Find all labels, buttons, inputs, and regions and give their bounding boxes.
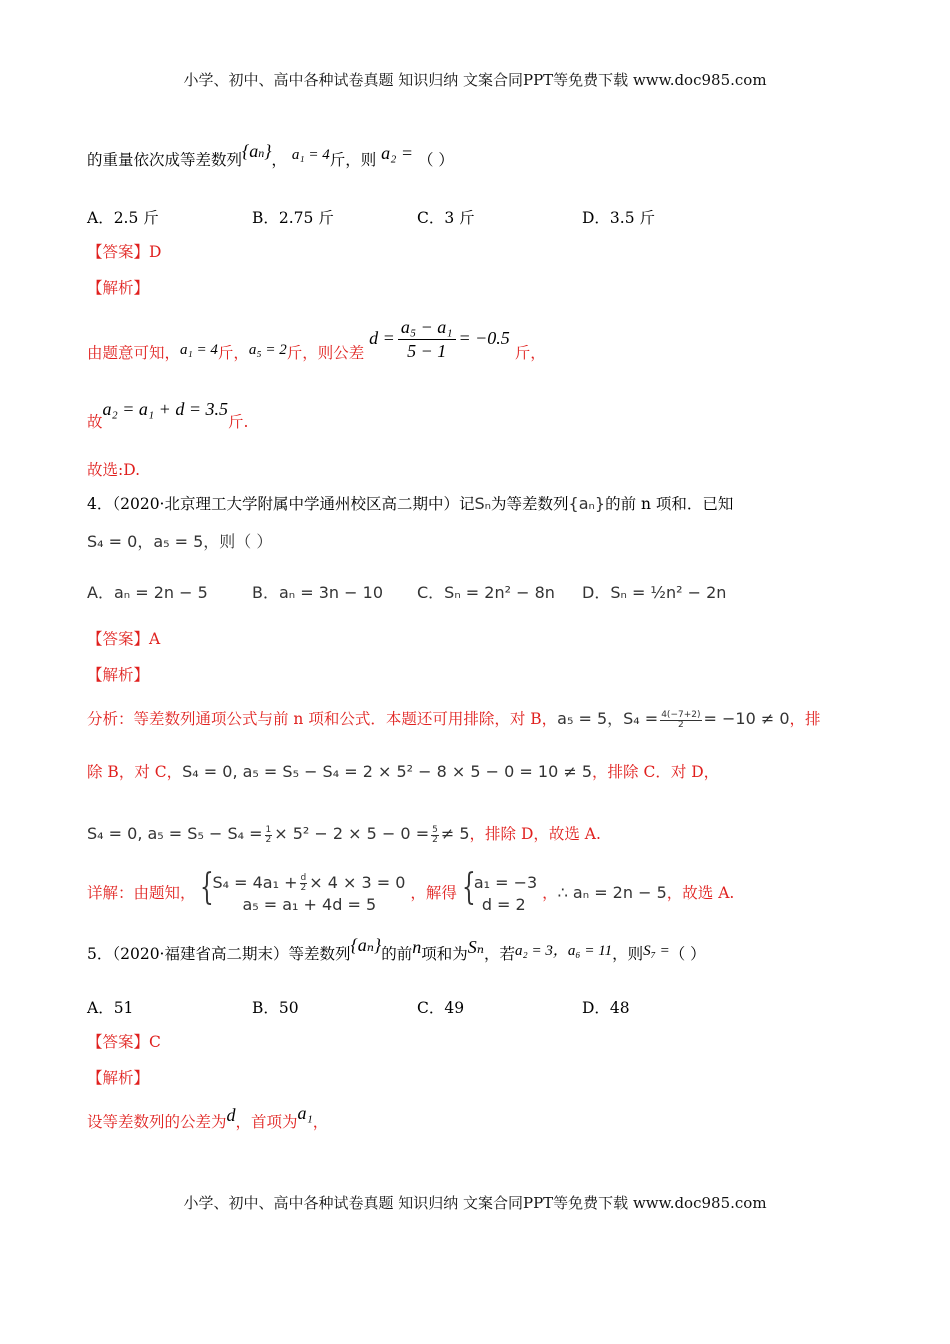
q4-option-a: A．aₙ = 2n − 5 [87, 583, 208, 602]
q4-condition: S₄ = 0，a₅ = 5，则（ ） [87, 532, 273, 551]
q3-solution-line1: 由题意可知，a₁ = 4斤，a₅ = 2斤，则公差 d = $\frac{\text{a₅ − a₁}}{5 - 1}$ = −0.5 斤， [87, 317, 546, 362]
q3-solution-line2: 故a₂ = a₁ + d = 3.5斤. [87, 399, 249, 431]
q4-analysis-line3: S₄ = 0, a₅ = S₅ − S₄ = $\frac{1}{2}$ × 5² − 2 × 5 − 0 = $\frac{5}{2}$ ≠ 5，排除 D，故选 A. [87, 824, 601, 845]
q4-analysis-line2: 除 B，对 C，S₄ = 0, a₅ = S₅ − S₄ = 2 × 5² − 8 × 5 − 0 = 10 ≠ 5，排除 C．对 D， [87, 762, 720, 781]
q5-answer: 【答案】C [87, 1033, 161, 1051]
q5-option-b: B．50 [252, 999, 299, 1017]
q4-option-d: D．Sₙ = ½n² − 2n [582, 583, 727, 602]
q4-equation-system: { S₄ = 4a₁ + $\frac{d}{2}$ × 4 × 3 = 0 a₅ = a₁ + 4d = 5 [200, 867, 406, 914]
q5-solution-line1: 设等差数列的公差为d，首项为a₁， [87, 1103, 329, 1131]
q3-solution-line3: 故选:D. [87, 461, 141, 479]
q4-option-c: C．Sₙ = 2n² − 8n [417, 583, 555, 602]
q3-option-a: A．2.5 斤 [87, 209, 159, 227]
q3-analysis-label: 【解析】 [87, 279, 150, 297]
q3-answer: 【答案】D [87, 243, 162, 261]
q5-option-c: C．49 [417, 999, 465, 1017]
page-header: 小学、初中、高中各种试卷真题 知识归纳 文案合同PPT等免费下载 www.doc985.com [183, 71, 767, 89]
q4-stem: 4．（2020·北京理工大学附属中学通州校区高二期中）记Sₙ为等差数列{aₙ}的前 n 项和．已知 [87, 494, 734, 513]
q3-option-b: B．2.75 斤 [252, 209, 334, 227]
q5-stem: 5．（2020·福建省高二期末）等差数列{aₙ}的前n项和为Sₙ，若a₂ = 3，a₆ = 11，则S₇ =（ ） [87, 935, 706, 963]
q3-stem: 的重量依次成等差数列$\{a^n\}$， a₁ = 4斤，则 a₂ = （ ） [87, 141, 454, 169]
q4-analysis-line1: 分析：等差数列通项公式与前 n 项和公式．本题还可用排除，对 B，a₅ = 5，S₄ = $\frac{4(-7+2)}{2}$ = −10 ≠ 0，排 [87, 709, 821, 730]
q4-answer: 【答案】A [87, 630, 161, 648]
q4-analysis-label: 【解析】 [87, 666, 150, 684]
q3-option-d: D．3.5 斤 [582, 209, 656, 227]
q5-analysis-label: 【解析】 [87, 1069, 150, 1087]
q5-option-a: A．51 [87, 999, 134, 1017]
q4-solution-system: { a₁ = −3 d = 2 [461, 867, 538, 914]
q3-d-formula: d = $\frac{\text{a₅ − a₁}}{5 - 1}$ = −0.5 [369, 317, 510, 362]
q3-option-c: C．3 斤 [417, 209, 475, 227]
q4-option-b: B．aₙ = 3n − 10 [252, 583, 383, 602]
q4-detail-line: 详解：由题知， { S₄ = 4a₁ + $\frac{d}{2}$ × 4 × 3 = 0 a₅ = a₁ + 4d = 5 ，解得 { a₁ = −3 d = 2 ，∴ aₙ = 2n − 5，故选 A. [87, 867, 735, 914]
q5-option-d: D．48 [582, 999, 630, 1017]
page-footer: 小学、初中、高中各种试卷真题 知识归纳 文案合同PPT等免费下载 www.doc985.com [183, 1194, 767, 1212]
